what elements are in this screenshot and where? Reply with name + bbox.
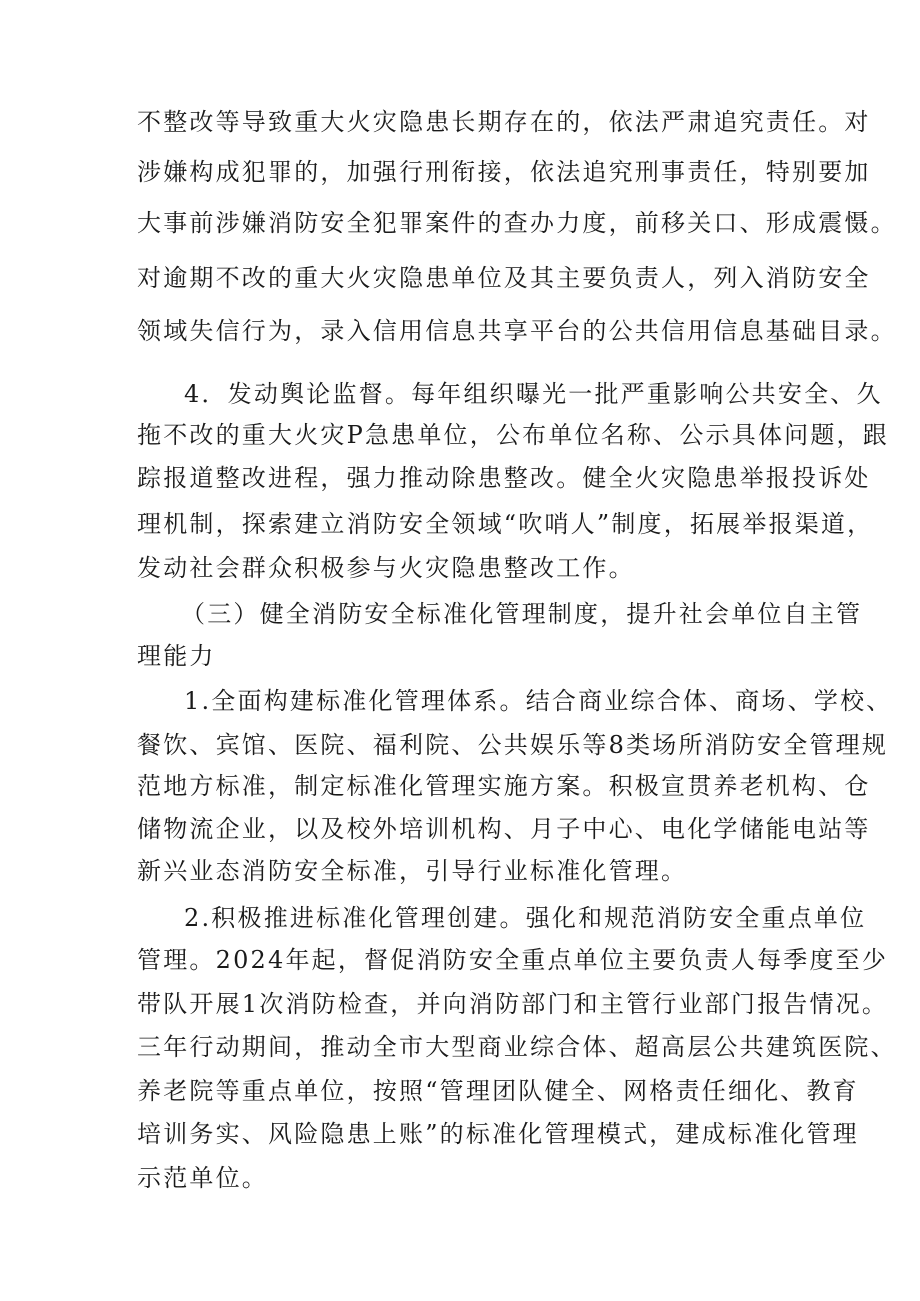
- text-line: 2.积极推进标准化管理创建。强化和规范消防安全重点单位: [184, 904, 867, 932]
- text-line: 领域失信行为，录入信用信息共享平台的公共信用信息基础目录。: [137, 317, 897, 345]
- text-line: 培训务实、风险隐患上账”的标准化管理模式，建成标准化管理: [137, 1120, 859, 1148]
- text-line: 大事前涉嫌消防安全犯罪案件的查办力度，前移关口、形成震慑。: [137, 209, 897, 237]
- text-line: 对逾期不改的重大火灾隐患单位及其主要负责人，列入消防安全: [137, 264, 871, 292]
- text-line: 餐饮、宾馆、医院、福利院、公共娱乐等8类场所消防安全管理规: [137, 731, 889, 759]
- text-line: 涉嫌构成犯罪的，加强行刑衔接，依法追究刑事责任，特别要加: [137, 158, 871, 186]
- text-line: 4．发动舆论监督。每年组织曝光一批严重影响公共安全、久: [184, 380, 883, 408]
- text-line: 三年行动期间，推动全市大型商业综合体、超高层公共建筑医院、: [137, 1033, 897, 1061]
- text-line: 发动社会群众积极参与火灾隐患整改工作。: [137, 554, 635, 582]
- text-line: 不整改等导致重大火灾隐患长期存在的，依法严肃追究责任。对: [137, 108, 871, 136]
- text-line: 带队开展1次消防检查，并向消防部门和主管行业部门报告情况。: [137, 990, 889, 1018]
- text-line: 范地方标准，制定标准化管理实施方案。积极宣贯养老机构、仓: [137, 772, 871, 800]
- text-line: 新兴业态消防安全标准，引导行业标准化管理。: [137, 857, 688, 885]
- text-line: 示范单位。: [137, 1164, 268, 1192]
- text-line: 拖不改的重大火灾P急患单位，公布单位名称、公示具体问题，跟: [137, 421, 889, 449]
- section-heading: （三）健全消防安全标准化管理制度，提升社会单位自主管: [181, 600, 863, 628]
- text-line: 理机制，探索建立消防安全领域“吹哨人”制度，拓展举报渠道，: [137, 510, 874, 538]
- text-line: 管理。2024年起，督促消防安全重点单位主要负责人每季度至少: [137, 946, 889, 974]
- text-line: 储物流企业，以及校外培训机构、月子中心、电化学储能电站等: [137, 815, 871, 843]
- text-line: 踪报道整改进程，强力推动除患整改。健全火灾隐患举报投诉处: [137, 464, 871, 492]
- text-line: 养老院等重点单位，按照“管理团队健全、网格责任细化、教育: [137, 1077, 859, 1105]
- text-line: 1.全面构建标准化管理体系。结合商业综合体、商场、学校、: [184, 687, 893, 715]
- section-heading: 理能力: [137, 642, 216, 670]
